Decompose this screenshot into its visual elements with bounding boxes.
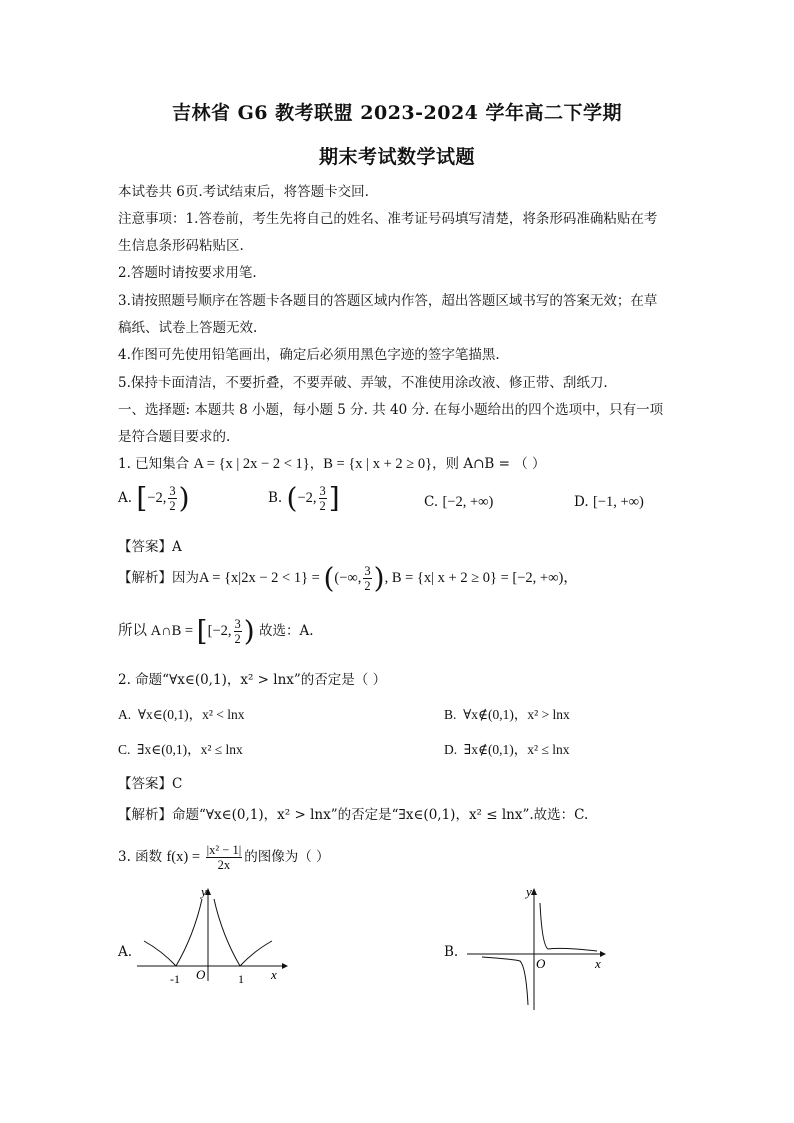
q1-analysis-den: 2: [364, 579, 371, 593]
q1-option-b-open: (: [286, 481, 298, 515]
q1-option-a-fraction: [168, 484, 176, 513]
notice-1a: 注意事项：1.答卷前，考生先将自己的姓名、准考证号码填写清楚，将条形码准确粘贴在考: [118, 211, 658, 227]
q3-function-name: f(x) =: [166, 849, 204, 865]
q3-stem: [118, 843, 330, 872]
q2-analysis: 【解析】命题“∀x∈(0,1)，x² > lnx”的否定是“∃x∈(0,1)，x² ≤ lnx”.故选：C.: [118, 807, 589, 823]
q1-analysis-set-a: A = {x|2x − 2 < 1} =: [199, 570, 324, 586]
q1-option-b-num: 3: [319, 484, 326, 498]
graph-a-curve-left-outer: [144, 941, 176, 966]
q2-option-d-letter: D.: [444, 742, 458, 757]
q1-option-a-num: 3: [169, 484, 176, 498]
q1-option-d-text: [−1, +∞): [592, 494, 644, 510]
q3-graph-a: [132, 885, 292, 985]
q1-stem-suffix: ，则 A∩B = （ ）: [432, 456, 546, 472]
q2-option-d-text: ∃x∉(0,1)，x² ≤ lnx: [463, 742, 570, 757]
q1-option-a-close: ): [178, 481, 190, 515]
q3-stem-suffix: 的图像为（ ）: [244, 849, 330, 865]
graph-a-curve-right-outer: [240, 941, 272, 966]
exam-title-line1: 吉林省 G6 教考联盟 2023-2024 学年高二下学期: [171, 102, 623, 124]
q1-option-c-letter: C.: [424, 494, 439, 510]
q2-option-c: [118, 738, 243, 758]
q1-option-b-den: 2: [319, 499, 326, 513]
q1-analysis-close-paren: ): [373, 561, 385, 595]
q2-option-a-text: ∀x∈(0,1)，x² < lnx: [137, 707, 245, 722]
q2-answer: 【答案】C: [118, 776, 183, 792]
notice-3b: 稿纸、试卷上答题无效.: [118, 320, 258, 336]
q1-option-c: [424, 494, 493, 511]
graph-a-neg1-label: -1: [170, 972, 180, 985]
graph-b-x-arrow-icon: [600, 951, 606, 957]
q2-option-d: [444, 738, 570, 758]
q3-option-b-letter: B.: [444, 944, 459, 960]
q1-conclusion-den: 2: [234, 632, 241, 646]
notice-5: 5.保持卡面清洁，不要折叠，不要弄破、弄皱，不准使用涂改液、修正带、刮纸刀.: [118, 375, 608, 391]
q1-conclusion-prefix: 所以 A∩B =: [118, 623, 197, 639]
q1-analysis-interval-left: (−∞,: [334, 570, 362, 586]
q1-conclusion-num: 3: [234, 617, 241, 631]
q1-conclusion-left: [−2,: [207, 623, 232, 639]
q1-option-a-letter: A.: [118, 490, 133, 506]
exam-title-line2: 期末考试数学试题: [318, 146, 475, 168]
q1-set-b: B = {x | x + 2 ≥ 0}: [323, 456, 433, 472]
q1-analysis-set-b: , B = {x| x + 2 ≥ 0} = [−2, +∞)，: [384, 570, 578, 586]
graph-b-y-arrow-icon: [531, 888, 537, 895]
q1-analysis-prefix: 【解析】因为: [118, 570, 199, 586]
q2-option-a: [118, 703, 245, 723]
q1-stem: [118, 452, 546, 473]
q1-conclusion-suffix: 故选：A.: [254, 623, 314, 639]
q1-analysis-open-paren: (: [323, 561, 335, 595]
graph-b-x-label: x: [595, 956, 601, 971]
graph-a-curve-left-inner: [176, 899, 202, 966]
graph-a-y-label: y: [201, 885, 207, 899]
q1-option-b-left: −2,: [297, 490, 317, 506]
graph-b-curve-left: [482, 957, 528, 1005]
q1-answer: 【答案】A: [118, 539, 182, 555]
q2-stem: 2. 命题“∀x∈(0,1)，x² > lnx”的否定是（ ）: [118, 672, 387, 688]
notice-1b: 生信息条形码粘贴区.: [118, 238, 244, 254]
graph-a-x-arrow-icon: [282, 963, 288, 969]
q2-option-b-letter: B.: [444, 707, 457, 722]
q1-analysis: [118, 561, 578, 595]
intro-text: 本试卷共 6页.考试结束后，将答题卡交回.: [118, 184, 369, 200]
q1-option-b: [268, 481, 340, 515]
q1-conclusion: [118, 614, 314, 648]
graph-a-x-label: x: [271, 967, 277, 982]
graph-a-origin-label: O: [196, 967, 206, 982]
q1-analysis-fraction: [363, 564, 371, 593]
q1-option-a: [118, 481, 190, 515]
notice-3a: 3.请按照题号顺序在答题卡各题目的答题区域内作答，超出答题区域书写的答案无效；在草: [118, 293, 658, 309]
q2-option-c-letter: C.: [118, 742, 131, 757]
graph-b-curve-right: [540, 903, 597, 951]
q1-option-b-close: ]: [328, 481, 340, 515]
q3-function-num: |x² − 1|: [206, 843, 242, 857]
q1-option-b-letter: B.: [268, 490, 283, 506]
q1-conclusion-open-bracket: [: [196, 614, 208, 648]
section-heading-b: 是符合题目要求的.: [118, 429, 231, 445]
q1-option-c-text: [−2, +∞): [442, 494, 494, 510]
q3-stem-prefix: 3. 函数: [118, 849, 163, 865]
q1-option-d: [574, 494, 644, 511]
q2-option-b: [444, 703, 570, 723]
q2-option-c-text: ∃x∈(0,1)，x² ≤ lnx: [137, 742, 243, 757]
q1-analysis-num: 3: [364, 564, 371, 578]
q1-option-b-fraction: [319, 484, 327, 513]
graph-b-origin-label: O: [536, 956, 546, 971]
q1-option-a-open: [: [136, 481, 148, 515]
q2-option-b-text: ∀x∉(0,1)，x² > lnx: [463, 707, 570, 722]
notice-4: 4.作图可先使用铅笔画出，确定后必须用黑色字迹的签字笔描黑.: [118, 347, 500, 363]
q1-conclusion-close: ): [243, 614, 255, 648]
q2-option-a-letter: A.: [118, 707, 132, 722]
q3-option-a-letter: A.: [118, 944, 133, 960]
q3-function-fraction: [206, 843, 243, 872]
q3-graph-b: [462, 885, 612, 1015]
section-heading-a: 一、选择题: 本题共 8 小题，每小题 5 分. 共 40 分. 在每小题给出的四个选项中，只有一项: [118, 402, 664, 418]
graph-b-y-label: y: [526, 885, 532, 899]
graph-a-pos1-label: 1: [238, 972, 244, 985]
q1-option-a-left: −2,: [147, 490, 167, 506]
q1-option-d-letter: D.: [574, 494, 589, 510]
notice-2: 2.答题时请按要求用笔.: [118, 265, 257, 281]
q1-option-a-den: 2: [169, 499, 176, 513]
graph-a-curve-right-inner: [214, 899, 240, 966]
q1-set-a: A = {x | 2x − 2 < 1}: [193, 456, 310, 472]
q1-stem-prefix: 1. 已知集合: [118, 456, 190, 472]
q3-function-den: 2x: [217, 858, 231, 872]
q1-sep: ，: [309, 456, 324, 472]
q1-conclusion-fraction: [234, 617, 242, 646]
